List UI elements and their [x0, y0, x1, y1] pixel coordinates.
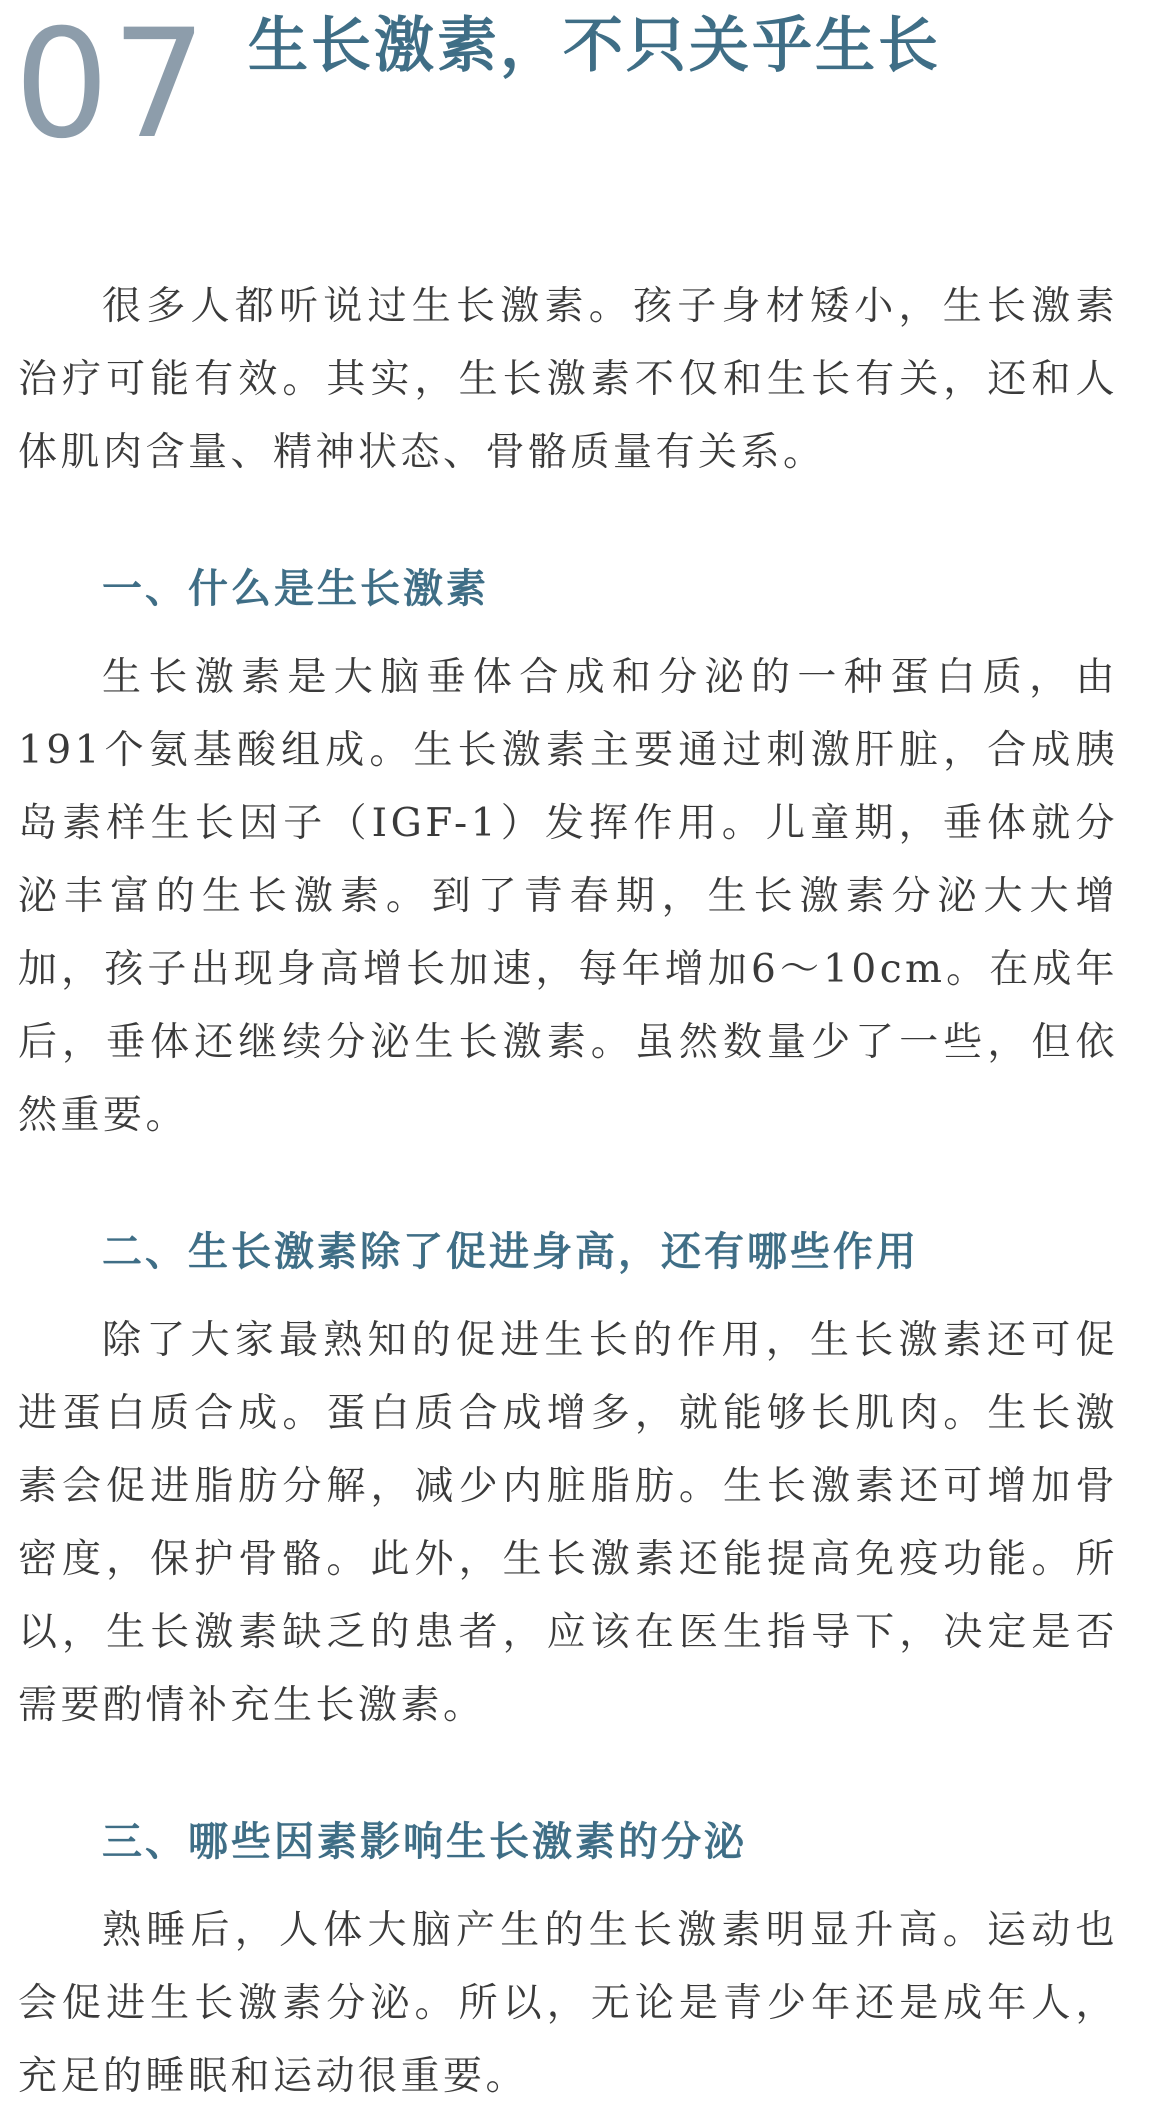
intro-paragraph: 很多人都听说过生长激素。孩子身材矮小，生长激素治疗可能有效。其实，生长激素不仅和生长有关，还和人体肌肉含量、精神状态、骨骼质量有关系。 [18, 284, 1118, 475]
chapter-number: 07 [14, 0, 209, 172]
chapter-title: 生长激素，不只关乎生长 [248, 11, 941, 81]
spacer [18, 1872, 1118, 1894]
spacer [18, 489, 1118, 559]
section-heading-what-is: 一、什么是生长激素 [102, 566, 489, 612]
section-paragraph-functions: 除了大家最熟知的促进生长的作用，生长激素还可促进蛋白质合成。蛋白质合成增多，就能够长肌肉。生长激素会促进脂肪分解，减少内脏脂肪。生长激素还可增加骨密度，保护骨骼。此外，生长激素还能提高免疫功能。所以，生长激素缺乏的患者，应该在医生指导下，决定是否需要酌情补充生长激素。 [18, 1318, 1118, 1728]
spacer [18, 1152, 1118, 1222]
spacer [18, 619, 1118, 641]
section-heading-factors: 三、哪些因素影响生长激素的分泌 [102, 1819, 747, 1865]
spacer [18, 1742, 1118, 1812]
article-body [18, 270, 1118, 2113]
section-paragraph-what-is: 生长激素是大脑垂体合成和分泌的一种蛋白质，由191个氨基酸组成。生长激素主要通过刺激肝脏，合成胰岛素样生长因子（IGF-1）发挥作用。儿童期，垂体就分泌丰富的生长激素。到了青春期，生长激素分泌大大增加，孩子出现身高增长加速，每年增加6～10cm。在成年后，垂体还继续分泌生长激素。虽然数量少了一些，但依然重要。 [18, 655, 1118, 1138]
spacer [18, 1282, 1118, 1304]
section-heading-functions: 二、生长激素除了促进身高，还有哪些作用 [102, 1229, 919, 1275]
section-paragraph-factors: 熟睡后，人体大脑产生的生长激素明显升高。运动也会促进生长激素分泌。所以，无论是青少年还是成年人，充足的睡眠和运动很重要。 [18, 1908, 1118, 2099]
